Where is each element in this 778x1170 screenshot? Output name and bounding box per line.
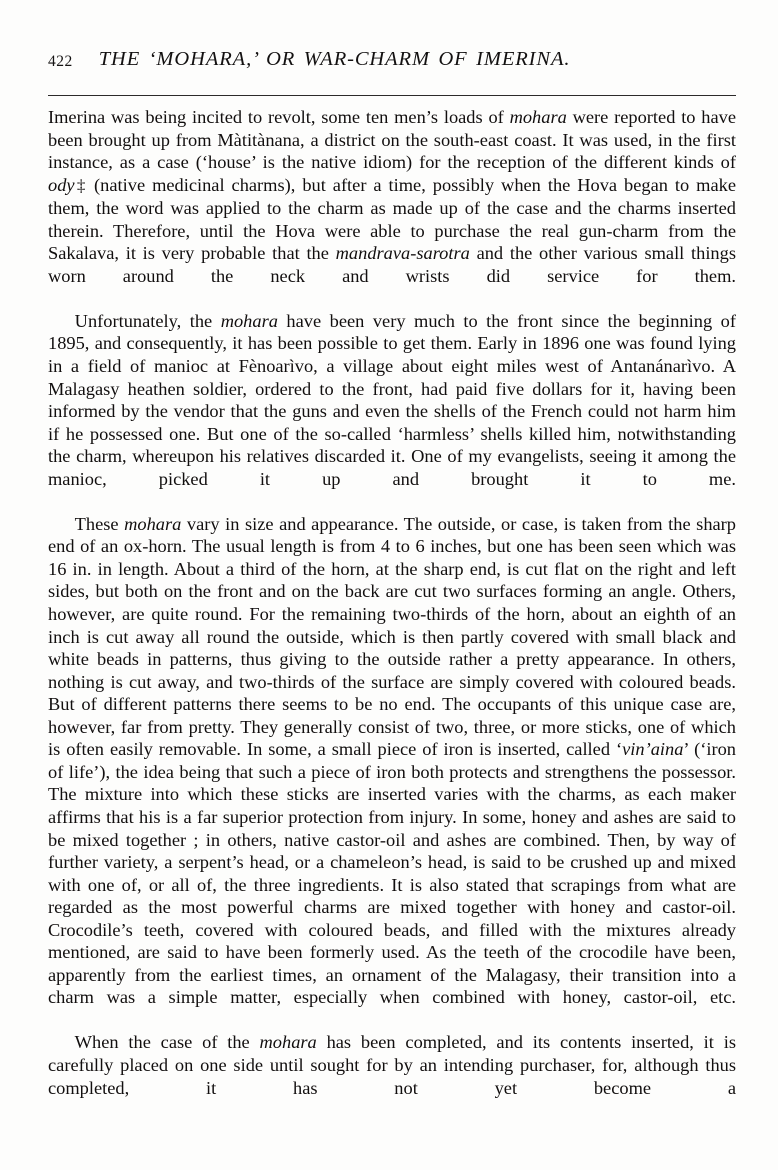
text-run: has been completed, and its contents inserted, it is carefully placed on one side until sought for by an intending purchaser, for, although thus completed, it has not yet become a: [48, 1032, 736, 1098]
text-run: were reported to have been brought up from Màtitànana, a district on the south-east coast. It was used, in the first instance, as a case (‘house’ is the native idiom) for the reception of the different kinds of: [48, 107, 737, 173]
text-run: (native medicinal charms), but after a time, possibly when the Hova began to make them, the word was applied to the charm as made up of the case and the charms inserted therein. Therefore, until the Hova were able to purchase the real gun-charm from the Sakalava, it is very probable that the: [48, 174, 737, 264]
italic-term: mohara: [259, 1032, 317, 1053]
italic-term: mohara: [509, 107, 567, 127]
italic-term: ody: [48, 174, 75, 195]
paragraph: [48, 513, 736, 1032]
text-run: Unfortunately, the: [74, 310, 221, 331]
text-run: When the case of the: [74, 1032, 260, 1053]
text-run: Imerina was being incited to revolt, some ten men’s loads of: [48, 107, 510, 127]
italic-term: vin’aina: [622, 739, 684, 760]
header-rule: [48, 95, 736, 96]
page-number: 422: [48, 53, 73, 70]
running-title: THE ‘MOHARA,’ OR WAR-CHARM OF IMERINA.: [98, 48, 571, 70]
italic-term: mohara: [124, 513, 182, 534]
body-text-block: [48, 106, 736, 1122]
italic-term: mandrava-sarotra: [335, 243, 470, 264]
running-head: [48, 48, 736, 82]
footnote-marker: ‡: [75, 175, 88, 195]
text-run: These: [74, 513, 125, 534]
text-run: have been very much to the front since the beginning of 1895, and consequently, it has been possible to get them. Early in 1896 one was found lying in a field of manioc at Fènoarìvo, a village about eight miles west of Antanánarìvo. A Malagasy heathen soldier, ordered to the front, had paid five dollars for it, having been informed by the vendor that the guns and even the shells of the French could not harm him if he possessed one. But one of the so-called ‘harmless’ shells killed him, notwithstanding the charm, whereupon his relatives discarded it. One of my evangelists, seeing it among the manioc, picked it up and brought it to me.: [48, 310, 736, 489]
italic-term: mohara: [220, 310, 278, 331]
text-run: vary in size and appearance. The outside, or case, is taken from the sharp end of an ox-horn. The usual length is from 4 to 6 inches, but one has been seen which was 16 in. in length. About a third of the horn, at the sharp end, is cut flat on the right and left sides, but both on the front and on the back are cut two surfaces forming an angle. Others, however, are quite round. For the remaining two-thirds of the horn, about an eighth of an inch is cut away all round the outside, which is then partly covered with small black and white beads in patterns, thus giving to the outside rather a pretty appearance. In others, nothing is cut away, and two-thirds of the surface are simply covered with coloured beads. But of different patterns there seems to be no end. The occupants of this unique case are, however, far from pretty. They generally consist of two, three, or more sticks, one of which is often easily removable. In some, a small piece of iron is inserted, called ‘: [48, 513, 736, 760]
paragraph: [48, 310, 736, 513]
paragraph: [48, 106, 736, 310]
text-run: and the other various small things worn around the neck and wrists did service for them.: [48, 243, 736, 286]
paragraph: [48, 1031, 736, 1121]
text-run: ’ (‘iron of life’), the idea being that such a piece of iron both protects and strengthens the possessor. The mixture into which these sticks are inserted varies with the charms, as each maker affirms that his is a far superior protection from injury. In some, honey and ashes are said to be mixed together ; in others, native castor-oil and ashes are combined. Then, by way of further variety, a serpent’s head, or a chameleon’s head, is said to be crushed up and mixed with one of, or all of, the three ingredients. It is also stated that scrapings from what are regarded as the most powerful charms are mixed together with honey and castor-oil. Crocodile’s teeth, covered with coloured beads, and filled with the mixtures already mentioned, are said to have been formerly used. As the teeth of the crocodile have been, apparently from the earliest times, an ornament of the Malagasy, their transition into a charm was a simple matter, especially when combined with honey, castor-oil, etc.: [48, 739, 736, 1008]
